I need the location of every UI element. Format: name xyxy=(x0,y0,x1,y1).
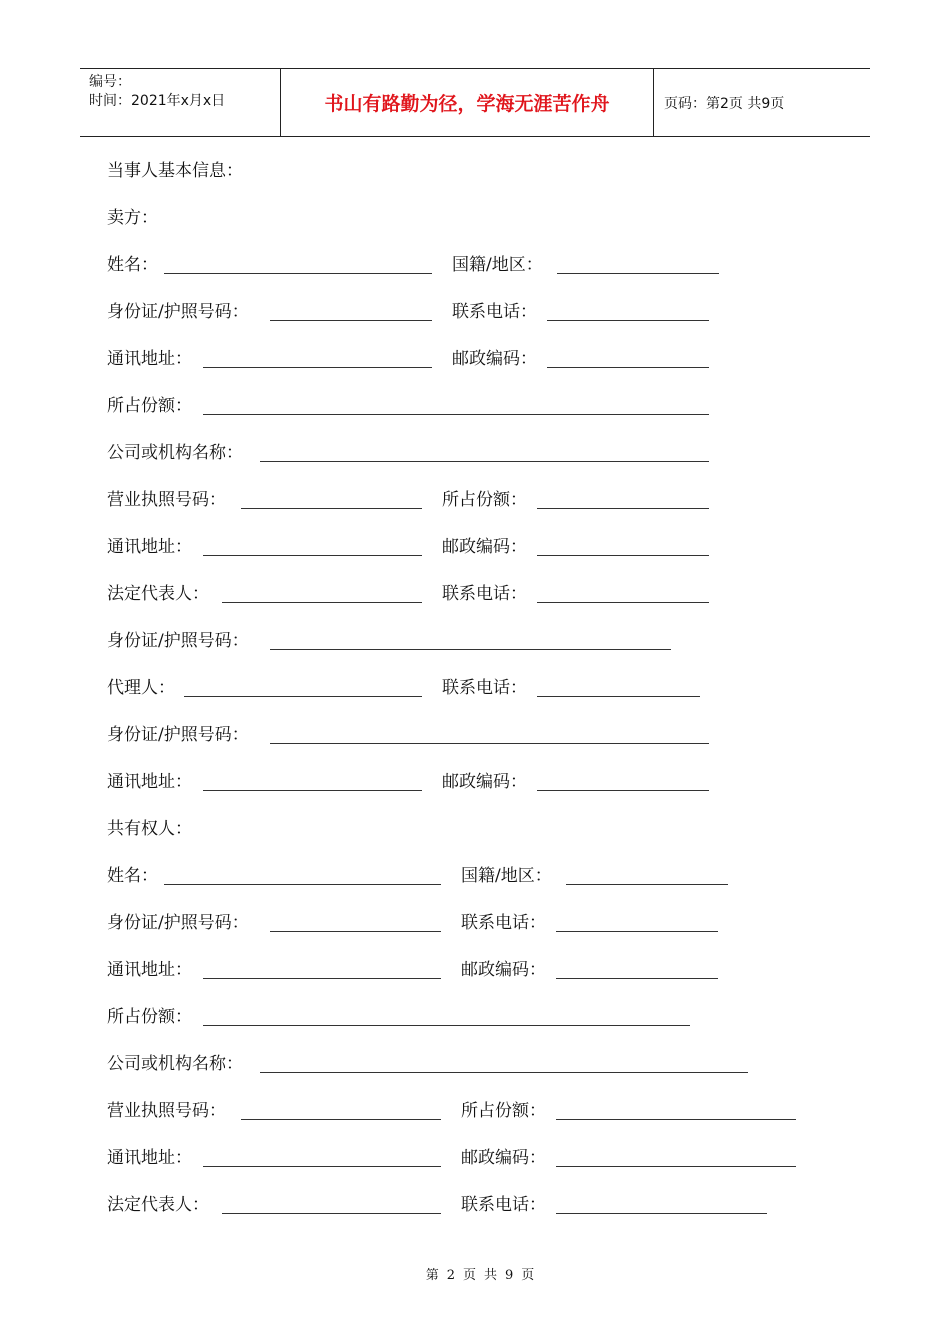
field-label: 姓名： xyxy=(107,255,158,275)
co-owner-company-share-field[interactable] xyxy=(556,1119,796,1120)
field-label: 所占份额： xyxy=(107,396,192,416)
co-owner-legal-rep-field[interactable] xyxy=(222,1213,441,1214)
field-label: 邮政编码： xyxy=(442,772,527,792)
co-owner-postcode-field[interactable] xyxy=(556,978,718,979)
field-label: 联系电话： xyxy=(442,678,527,698)
field-label: 所占份额： xyxy=(107,1007,192,1027)
seller-legal-rep-phone-field[interactable] xyxy=(537,602,709,603)
field-label: 营业执照号码： xyxy=(107,490,226,510)
field-label: 法定代表人： xyxy=(107,584,209,604)
section-intro-label: 当事人基本信息： xyxy=(107,161,243,181)
field-label: 邮政编码： xyxy=(461,960,546,980)
field-label: 国籍/地区： xyxy=(452,255,543,275)
field-label: 邮政编码： xyxy=(461,1148,546,1168)
field-label: 身份证/护照号码： xyxy=(107,725,249,745)
header-meta xyxy=(80,69,281,136)
field-label: 通讯地址： xyxy=(107,772,192,792)
seller-agent-id-field[interactable] xyxy=(270,743,709,744)
seller-legal-rep-id-field[interactable] xyxy=(270,649,671,650)
section-seller-label: 卖方： xyxy=(107,208,158,228)
field-label: 代理人： xyxy=(107,678,175,698)
footer-ye2: 页 xyxy=(521,1268,535,1283)
co-owner-license-field[interactable] xyxy=(241,1119,441,1120)
seller-company-share-field[interactable] xyxy=(537,508,709,509)
seller-agent-phone-field[interactable] xyxy=(537,696,700,697)
footer-di: 第 xyxy=(425,1268,439,1283)
seller-address-field[interactable] xyxy=(203,367,432,368)
field-label: 公司或机构名称： xyxy=(107,443,243,463)
co-owner-nationality-field[interactable] xyxy=(566,884,728,885)
seller-license-field[interactable] xyxy=(241,508,422,509)
field-label: 联系电话： xyxy=(442,584,527,604)
page-header xyxy=(80,68,870,137)
field-label: 通讯地址： xyxy=(107,537,192,557)
seller-phone-field[interactable] xyxy=(547,320,709,321)
co-owner-legal-rep-phone-field[interactable] xyxy=(556,1213,767,1214)
seller-share-field[interactable] xyxy=(203,414,709,415)
field-label: 公司或机构名称： xyxy=(107,1054,243,1074)
field-label: 通讯地址： xyxy=(107,960,192,980)
seller-legal-rep-field[interactable] xyxy=(222,602,422,603)
seller-company-postcode-field[interactable] xyxy=(537,555,709,556)
field-label: 国籍/地区： xyxy=(461,866,552,886)
field-label: 联系电话： xyxy=(452,302,537,322)
field-label: 联系电话： xyxy=(461,913,546,933)
seller-nationality-field[interactable] xyxy=(557,273,719,274)
field-label: 营业执照号码： xyxy=(107,1101,226,1121)
co-owner-share-field[interactable] xyxy=(203,1025,690,1026)
co-owner-phone-field[interactable] xyxy=(556,931,718,932)
document-time-label: 时间：2021年x月x日 xyxy=(89,93,226,109)
field-label: 邮政编码： xyxy=(452,349,537,369)
seller-postcode-field[interactable] xyxy=(547,367,709,368)
co-owner-company-field[interactable] xyxy=(260,1072,748,1073)
co-owner-company-address-field[interactable] xyxy=(203,1166,441,1167)
field-label: 通讯地址： xyxy=(107,349,192,369)
seller-company-address-field[interactable] xyxy=(203,555,422,556)
field-label: 邮政编码： xyxy=(442,537,527,557)
seller-id-field[interactable] xyxy=(270,320,432,321)
document-number-label: 编号： xyxy=(89,74,131,90)
field-label: 身份证/护照号码： xyxy=(107,913,249,933)
footer-page-number: 2 xyxy=(446,1268,455,1283)
co-owner-company-postcode-field[interactable] xyxy=(556,1166,796,1167)
field-label: 联系电话： xyxy=(461,1195,546,1215)
field-label: 法定代表人： xyxy=(107,1195,209,1215)
seller-agent-postcode-field[interactable] xyxy=(537,790,709,791)
seller-agent-field[interactable] xyxy=(184,696,422,697)
footer-ye: 页 xyxy=(462,1268,476,1283)
section-co-owner-label: 共有权人： xyxy=(107,819,192,839)
header-motto: 书山有路勤为径，学海无涯苦作舟 xyxy=(281,69,654,136)
seller-agent-address-field[interactable] xyxy=(203,790,422,791)
footer-gong: 共 xyxy=(484,1268,498,1283)
field-label: 通讯地址： xyxy=(107,1148,192,1168)
page-footer xyxy=(0,1264,950,1283)
field-label: 所占份额： xyxy=(461,1101,546,1121)
field-label: 所占份额： xyxy=(442,490,527,510)
co-owner-address-field[interactable] xyxy=(203,978,441,979)
seller-company-field[interactable] xyxy=(260,461,709,462)
co-owner-name-field[interactable] xyxy=(164,884,441,885)
field-label: 身份证/护照号码： xyxy=(107,302,249,322)
field-label: 身份证/护照号码： xyxy=(107,631,249,651)
field-label: 姓名： xyxy=(107,866,158,886)
co-owner-id-field[interactable] xyxy=(270,931,441,932)
seller-name-field[interactable] xyxy=(164,273,432,274)
footer-total-pages: 9 xyxy=(505,1268,514,1283)
header-page-info: 页码：第2页 共9页 xyxy=(664,95,785,112)
